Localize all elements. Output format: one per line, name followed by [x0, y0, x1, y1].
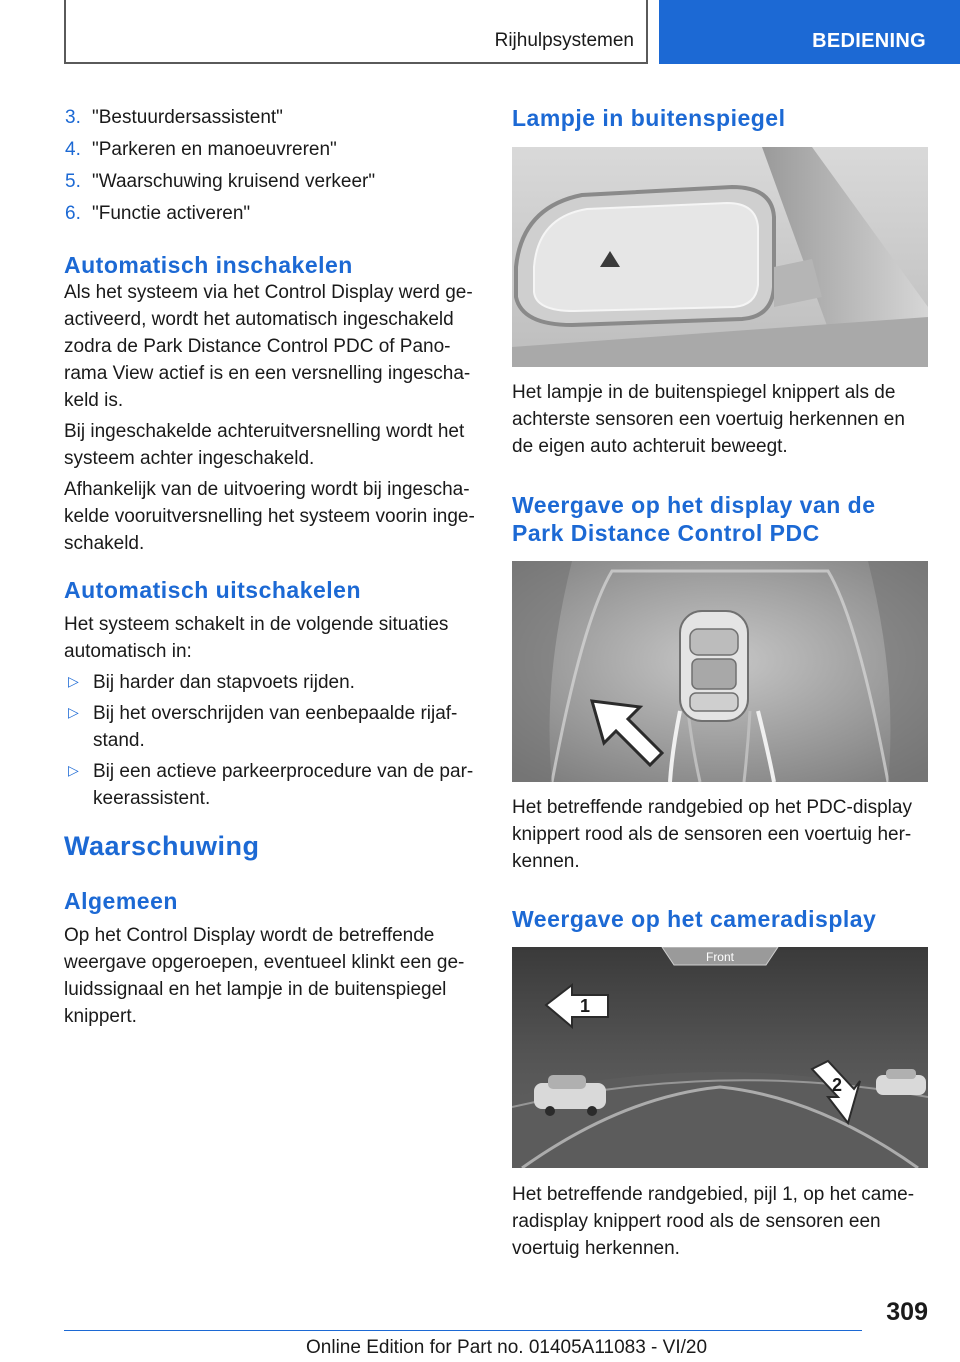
car-icon [680, 611, 748, 721]
text-line: Bij ingeschakelde achteruitversnelling wordt het [64, 421, 465, 442]
heading-general: Algemeen [64, 888, 178, 914]
text-line: radisplay knippert rood als de sensoren een [512, 1211, 881, 1232]
bullet-triangle-icon: ▷ [68, 704, 79, 720]
text-line: schakeld. [64, 533, 145, 554]
heading-pdc-display-2: Park Distance Control PDC [512, 520, 820, 546]
text-line: Afhankelijk van de uitvoering wordt bij ingescha- [64, 479, 470, 500]
step-text: "Parkeren en manoeuvreren" [92, 139, 337, 160]
text-line: Het lampje in de buitenspiegel knippert als de [512, 382, 896, 403]
header-section-box [64, 0, 648, 64]
mirror-illustration [512, 147, 928, 367]
text-line: activeerd, wordt het automatisch ingeschakeld [64, 309, 454, 330]
text-line: Het systeem schakelt in de volgende situaties [64, 614, 449, 635]
page-number: 309 [886, 1298, 928, 1326]
header-chapter-label: BEDIENING [812, 30, 926, 52]
header-chapter-tab [659, 0, 960, 64]
text-line: automatisch in: [64, 641, 192, 662]
bullet-text: keerassistent. [93, 788, 211, 809]
arrow-1-label: 1 [580, 996, 591, 1016]
bullet-text: Bij harder dan stapvoets rijden. [93, 672, 355, 693]
step-text: "Bestuurdersassistent" [92, 107, 283, 128]
heading-auto-on: Automatisch inschakelen [64, 252, 353, 278]
text-line: kennen. [512, 851, 580, 872]
bullet-text: Bij het overschrijden van eenbepaalde rijaf- [93, 703, 458, 724]
page-header [0, 0, 960, 66]
step-number: 4. [65, 139, 81, 160]
heading-mirror-light: Lampje in buitenspiegel [512, 105, 786, 131]
text-line: weergave opgeroepen, eventueel klinkt een ge- [64, 952, 465, 973]
text-line: achterste sensoren een voertuig herkennen en [512, 409, 905, 430]
footer-edition: Online Edition for Part no. 01405A11083 - VI/20 [306, 1337, 708, 1358]
pdc-display-illustration [512, 561, 928, 782]
text-line: luidssignaal en het lampje in de buitenspiegel [64, 979, 447, 1000]
text-line: knippert. [64, 1006, 137, 1027]
bullet-triangle-icon: ▷ [68, 673, 79, 689]
text-line: kelde vooruitversnelling het systeem voorin inge- [64, 506, 475, 527]
text-line: voertuig herkennen. [512, 1238, 680, 1259]
text-line: Het betreffende randgebied op het PDC-display [512, 797, 912, 818]
footer-divider [64, 1330, 862, 1331]
step-number: 5. [65, 171, 81, 192]
text-line: rama View actief is en een versnelling ingescha- [64, 363, 471, 384]
camera-front-label: Front [705, 950, 735, 964]
text-line: Het betreffende randgebied, pijl 1, op het came- [512, 1184, 915, 1205]
step-text: "Waarschuwing kruisend verkeer" [92, 171, 376, 192]
text-line: systeem achter ingeschakeld. [64, 448, 315, 469]
text-line: Op het Control Display wordt de betreffende [64, 925, 435, 946]
heading-pdc-display-1: Weergave op het display van de [512, 492, 876, 518]
bullet-triangle-icon: ▷ [68, 762, 79, 778]
bullet-text: stand. [93, 730, 145, 751]
camera-display-illustration [512, 947, 928, 1168]
text-line: keld is. [64, 390, 124, 411]
arrow-2-label: 2 [832, 1075, 843, 1095]
text-line: Als het systeem via het Control Display werd ge- [64, 282, 473, 303]
step-text: "Functie activeren" [92, 203, 251, 224]
step-number: 3. [65, 107, 81, 128]
text-line: knippert rood als de sensoren een voertuig her- [512, 824, 912, 845]
step-number: 6. [65, 203, 81, 224]
text-line: de eigen auto achteruit beweegt. [512, 436, 788, 457]
header-section-title: Rijhulpsystemen [494, 30, 634, 51]
text-line: zodra de Park Distance Control PDC of Pano- [64, 336, 451, 357]
bullet-text: Bij een actieve parkeerprocedure van de par- [93, 761, 474, 782]
heading-camera-display: Weergave op het cameradisplay [512, 906, 877, 932]
heading-auto-off: Automatisch uitschakelen [64, 577, 362, 603]
heading-warning: Waarschuwing [64, 831, 260, 861]
